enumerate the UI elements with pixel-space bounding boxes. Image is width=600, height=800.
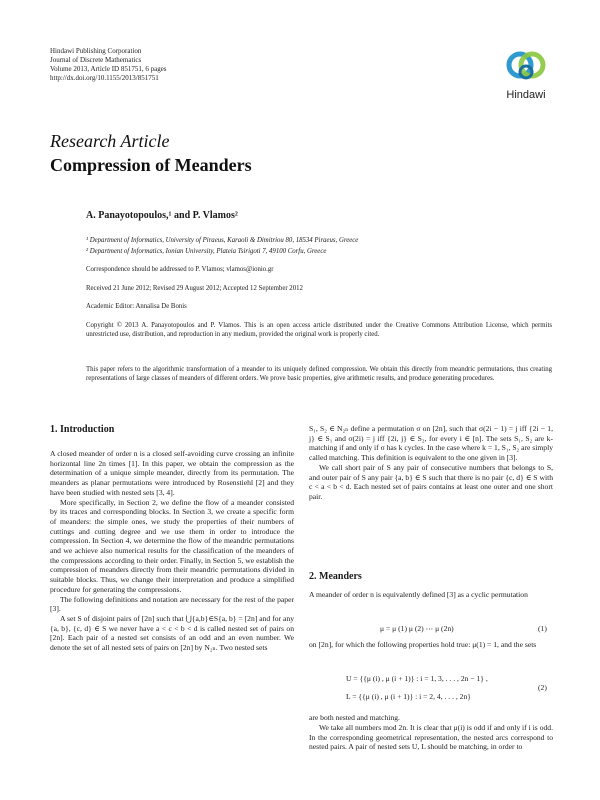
paragraph: More specifically, in Section 2, we define the flow of a meander consisted by its traces and corresponding blocks. In Section 3, we create a specific form of meanders: the simple ones, we study the properties of their numbers of cuttings and cutting degree and we use them in order to introduce the compression. In Section 4, we determine the flow of the meandric permutations and we achieve also numerical results for the classification of the meanders of the compressions according to their order. Finally, in Section 5, we establish the compression of meanders directly from their meandric permutations divided in suitable blocks. Thus, we change their interpretation and produce a simplified procedure for generating the compressions. <box>50 497 294 594</box>
equation-number: (1) <box>538 624 547 633</box>
right-column-top <box>309 424 553 502</box>
paragraph: We call short pair of S any pair of consecutive numbers that belongs to S, and outer pair of S any pair {a, b} ∈ S such that there is no pair {c, d} ∈ S with c < a < b < d. Each nested set of pairs contains at least one outer and one short pair. <box>309 462 553 501</box>
equation-2-upper: U = {{μ (i) , μ (i + 1)} : i = 1, 3, . . . , 2n − 1} , <box>346 674 488 683</box>
left-column-body <box>50 449 294 653</box>
journal-line: Journal of Discrete Mathematics <box>50 56 142 64</box>
logo-wordmark: Hindawi <box>506 89 546 101</box>
paragraph: The following definitions and notation are necessary for the rest of the paper [3]. <box>50 594 294 614</box>
correspondence: Correspondence should be addressed to P. Vlamos; vlamos@ionio.gr <box>86 266 274 273</box>
volume-line: Volume 2013, Article ID 851751, 6 pages <box>50 65 167 73</box>
dates: Received 21 June 2012; Revised 29 August 2012; Accepted 12 September 2012 <box>86 285 303 292</box>
section-heading-meanders: 2. Meanders <box>309 571 362 582</box>
paragraph: A set S of disjoint pairs of [2n] such that ⋃{a,b}∈S{a, b} = [2n] and for any {a, b}, {c, d} ∈ S we never have a < c < b < d is called nested set of pairs on [2n]. Each pair of a nested set consists of an odd and an even number. We denote the set of all nested sets of pairs on [2n] by N₂ₙ. Two nested sets <box>50 613 294 653</box>
affiliation-1: ¹ Department of Informatics, University of Piraeus, Karaoli & Dimitriou 80, 18534 Piraeus, Greece <box>86 237 359 244</box>
paragraph: We take all numbers mod 2n. It is clear that μ(i) is odd if and only if i is odd. In the corresponding geometrical representation, the nested arcs correspond to nested pairs. A pair of nested sets U, L should be matching, in order to <box>309 723 553 752</box>
journal-header <box>50 47 167 83</box>
paragraph: A meander of order n is equivalently defined [3] as a cyclic permutation <box>309 590 528 599</box>
equation-number: (2) <box>538 683 547 692</box>
publisher-line: Hindawi Publishing Corporation <box>50 47 142 55</box>
section-heading-introduction: 1. Introduction <box>50 424 115 435</box>
equation-1: μ = μ (1) μ (2) ⋯ μ (2n) <box>380 624 454 633</box>
paragraph: on [2n], for which the following properties hold true: μ(1) = 1, and the sets <box>309 640 537 649</box>
doi-link[interactable]: http://dx.doi.org/10.1155/2013/851751 <box>50 74 159 82</box>
abstract: This paper refers to the algorithmic transformation of a meander to its uniquely defined compression. We obtain this directly from meandric permutations, thus creating representations of large classes of meanders of different orders. We prove basic properties, give arithmetic results, and produce generating procedures. <box>86 366 552 382</box>
copyright-notice: Copyright © 2013 A. Panayotopoulos and P. Vlamos. This is an open access article distributed under the Creative Commons Attribution License, which permits unrestricted use, distribution, and reproduction in any medium, provided the original work is properly cited. <box>86 322 552 338</box>
page-title: Compression of Meanders <box>50 155 252 175</box>
paragraph: are both nested and matching. <box>309 713 400 722</box>
article-type: Research Article <box>50 131 170 151</box>
affiliation-2: ² Department of Informatics, Ionian University, Plateia Tsirigoti 7, 49100 Corfu, Greece <box>86 248 327 255</box>
paragraph: S₁, S₂ ∈ N₂ₙ define a permutation σ on [2n], such that σ(2i − 1) = j iff {2i − 1, j} ∈ S₁ and σ(2i) = j iff {2i, j} ∈ S₂, for every i ∈ [n]. The sets S₁, S₂ are k-matching if and only if σ has k cycles. In the case where k = 1, S₁, S₂ are simply called matching. This definition is equivalent to the one given in [3]. <box>309 424 553 463</box>
equation-2-lower: L = {{μ (i) , μ (i + 1)} : i = 2, 4, . . . , 2n} <box>346 692 471 701</box>
authors: A. Panayotopoulos,¹ and P. Vlamos² <box>86 210 238 221</box>
academic-editor: Academic Editor: Annalisa De Bonis <box>86 303 187 310</box>
paragraph: A closed meander of order n is a closed self-avoiding curve crossing an infinite horizontal line 2n times [1]. In this paper, we obtain the compression as the determination of a unique simple meander, directly from its permutation. The meanders as planar permutations were introduced by Rosenstiehl [2] and they have been studied with nested sets [3, 4]. <box>50 449 294 497</box>
